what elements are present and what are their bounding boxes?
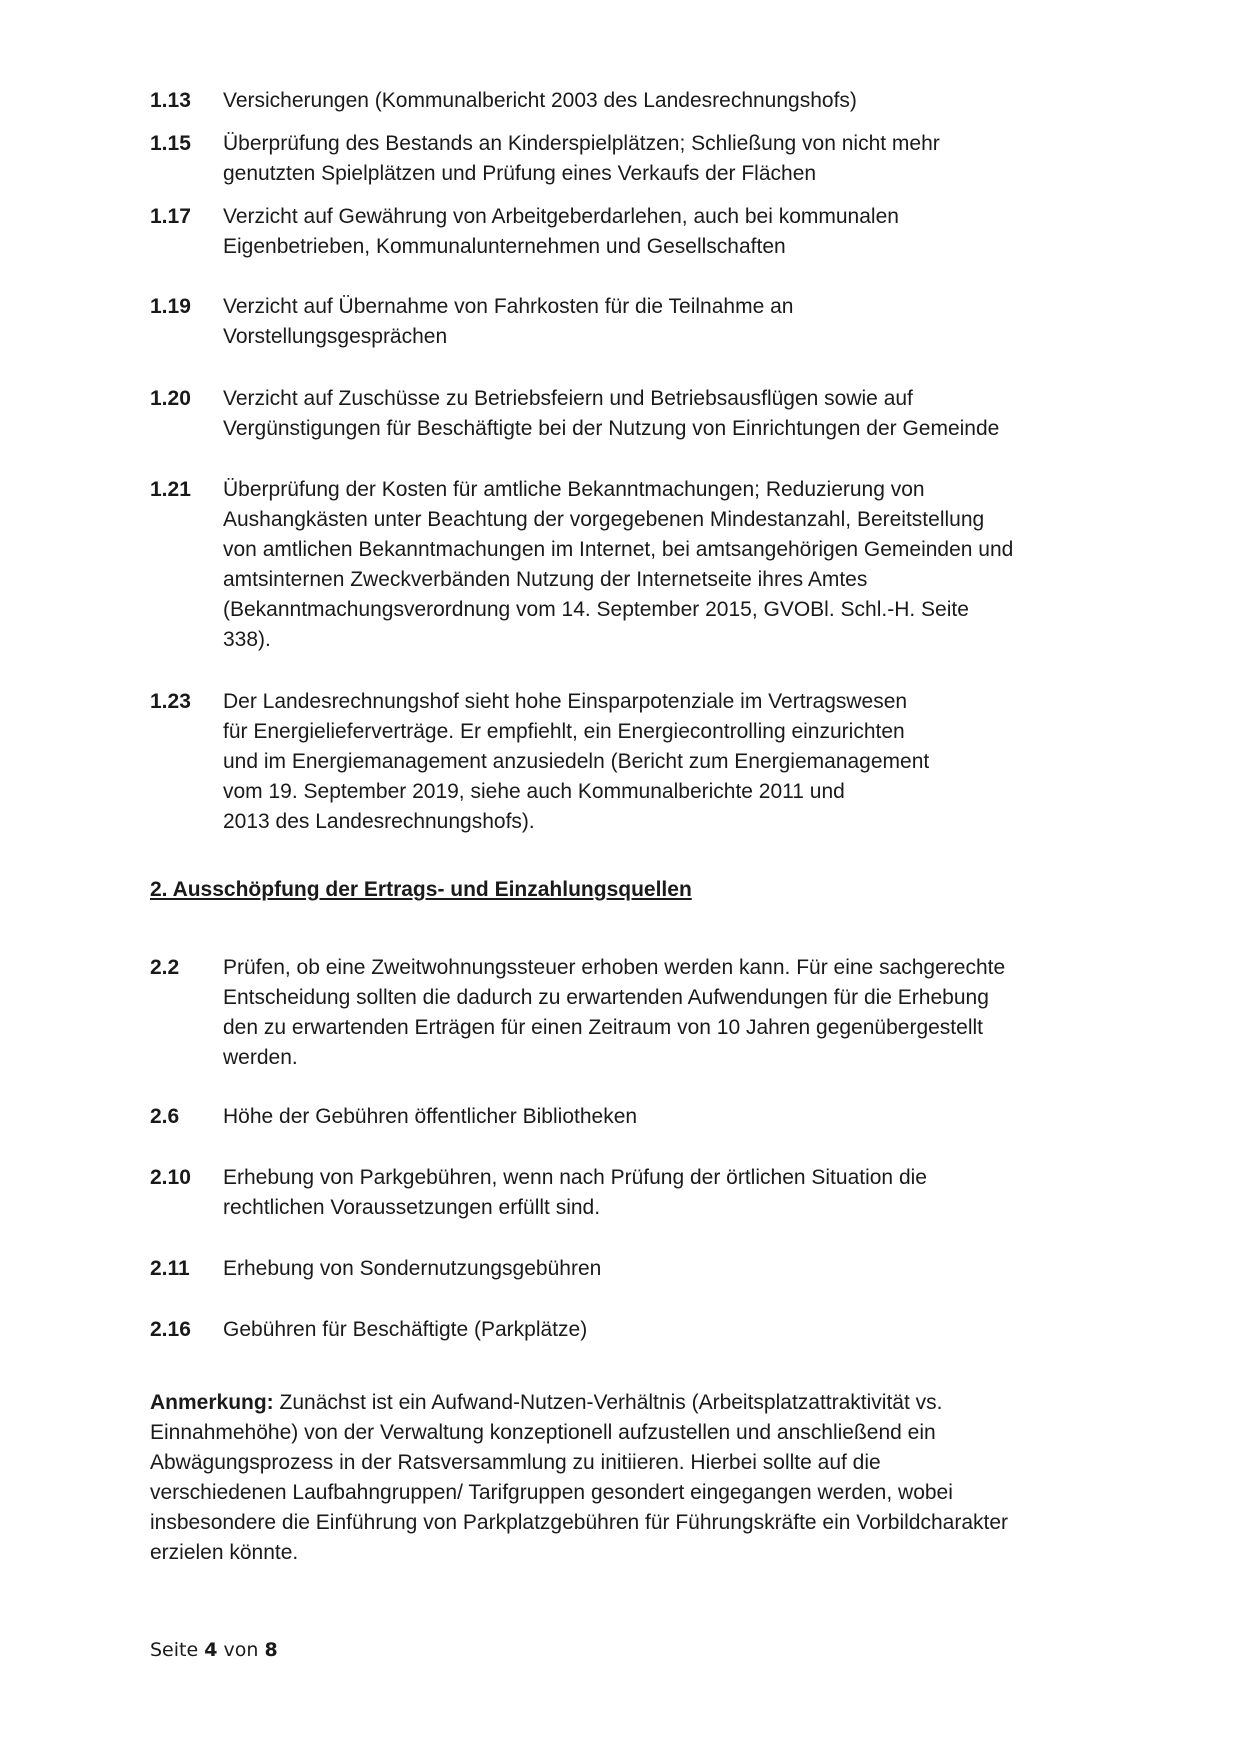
item-text: Verzicht auf Übernahme von Fahrkosten für die Teilnahme an Vorstellungsgesprächen: [223, 295, 794, 348]
item-text: Höhe der Gebühren öffentlicher Bibliotheken: [223, 1105, 638, 1128]
item-number: 2.11: [150, 1257, 190, 1280]
current-page: 4: [204, 1639, 218, 1661]
item-text: Erhebung von Sondernutzungsgebühren: [223, 1257, 602, 1280]
remark-paragraph: Anmerkung: Zunächst ist ein Aufwand-Nutzen-Verhältnis (Arbeitsplatzattraktivität vs. Einnahmehöhe) von der Verwaltung konzeptionell aufzustellen und anschließend ein Abwägungsprozess in der Ratsversammlung zu initiieren. Hierbei sollte auf die verschiedenen Laufbahngruppen/ Tarifgruppen gesondert eingegangen werden, wobei insbesondere die Einführung von Parkplatzgebühren für Führungskräfte ein Vorbildcharakter erzielen könnte.: [150, 1391, 1009, 1564]
item-number: 1.13: [150, 89, 191, 112]
item-text: Überprüfung des Bestands an Kinderspielplätzen; Schließung von nicht mehr genutzten Spielplätzen und Prüfung eines Verkaufs der Flächen: [223, 132, 940, 185]
item-text: Erhebung von Parkgebühren, wenn nach Prüfung der örtlichen Situation die rechtlichen Voraussetzungen erfüllt sind.: [223, 1166, 927, 1219]
item-text: Der Landesrechnungshof sieht hohe Einsparpotenziale im Vertragswesen für Energielieferverträge. Er empfiehlt, ein Energiecontrolling einzurichten und im Energiemanagement anzusiedeln (Bericht zum Energiemanagement vom 19. September 2019, siehe auch Kommunalberichte 2011 und 2013 des Landesrechnungshofs).: [223, 690, 930, 833]
item-text: Prüfen, ob eine Zweitwohnungssteuer erhoben werden kann. Für eine sachgerechte Entscheidung sollten die dadurch zu erwartenden Aufwendungen für die Erhebung den zu erwartenden Erträgen für einen Zeitraum von 10 Jahren gegenübergestellt werden.: [223, 956, 1006, 1069]
item-number: 2.2: [150, 956, 180, 979]
remark-label: Anmerkung:: [150, 1391, 274, 1414]
item-text: Gebühren für Beschäftigte (Parkplätze): [223, 1318, 588, 1341]
item-number: 1.23: [150, 690, 191, 713]
item-number: 1.21: [150, 478, 191, 501]
item-text: Verzicht auf Zuschüsse zu Betriebsfeiern und Betriebsausflügen sowie auf Vergünstigungen für Beschäftigte bei der Nutzung von Einrichtungen der Gemeinde: [223, 387, 1000, 440]
item-number: 1.20: [150, 387, 191, 410]
item-number: 2.6: [150, 1105, 180, 1128]
item-number: 2.16: [150, 1318, 191, 1341]
item-text: Verzicht auf Gewährung von Arbeitgeberdarlehen, auch bei kommunalen Eigenbetrieben, Kommunalunternehmen und Gesellschaften: [223, 205, 899, 258]
item-text: Versicherungen (Kommunalbericht 2003 des Landesrechnungshofs): [223, 89, 857, 112]
total-pages: 8: [264, 1639, 278, 1661]
item-number: 1.17: [150, 205, 191, 228]
item-text: Überprüfung der Kosten für amtliche Bekanntmachungen; Reduzierung von Aushangkästen unter Beachtung der vorgegebenen Mindestanzahl, Bereitstellung von amtlichen Bekanntmachungen im Internet, bei amtsangehörigen Gemeinden und amtsinternen Zweckverbänden Nutzung der Internetseite ihres Amtes (Bekanntmachungsverordnung vom 14. September 2015, GVOBl. Schl.-H. Seite 338).: [223, 478, 1014, 651]
item-number: 1.19: [150, 295, 191, 318]
section-heading: 2. Ausschöpfung der Ertrags- und Einzahlungsquellen: [150, 878, 692, 901]
page-number-footer: Seite 4 von 8: [150, 1639, 278, 1661]
item-number: 1.15: [150, 132, 191, 155]
item-number: 2.10: [150, 1166, 191, 1189]
